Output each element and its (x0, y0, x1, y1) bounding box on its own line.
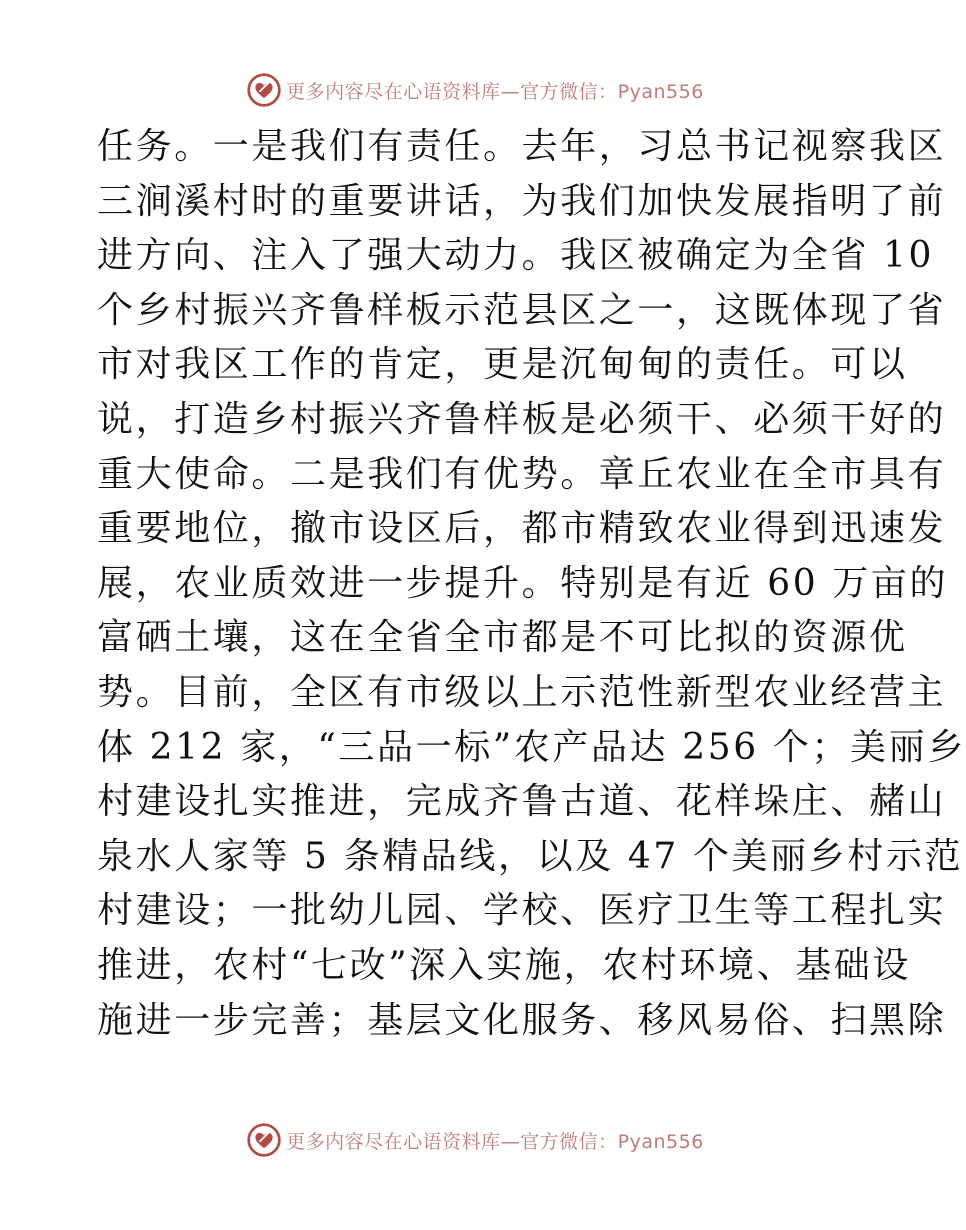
text-line: 势。目前，全区有市级以上示范性新型农业经营主 (97, 671, 947, 713)
text-line: 体 212 家，“三品一标”农产品达 256 个；美丽乡 (97, 726, 966, 768)
document-body (97, 120, 966, 1048)
text-line: 推进，农村“七改”深入实施，农村环境、基础设 (97, 944, 912, 986)
watermark-text: 更多内容尽在心语资料库—官方微信：Pyan556 (286, 80, 704, 103)
text-line: 重要地位，撤市设区后，都市精致农业得到迅速发 (97, 508, 947, 550)
text-line: 进方向、注入了强大动力。我区被确定为全省 10 (97, 235, 935, 277)
text-line: 泉水人家等 5 条精品线，以及 47 个美丽乡村示范 (97, 835, 964, 877)
text-line: 市对我区工作的肯定，更是沉甸甸的责任。可以 (97, 344, 908, 386)
heart-logo-icon (246, 72, 282, 108)
watermark-text: 更多内容尽在心语资料库—官方微信：Pyan556 (286, 1130, 704, 1153)
text-line: 施进一步完善；基层文化服务、移风易俗、扫黑除 (97, 999, 947, 1041)
text-line: 村建设扎实推进，完成齐鲁古道、花样垛庄、赭山 (97, 781, 947, 823)
heart-logo-icon (246, 1122, 282, 1158)
text-line: 三涧溪村时的重要讲话，为我们加快发展指明了前 (97, 180, 947, 222)
text-line: 村建设；一批幼儿园、学校、医疗卫生等工程扎实 (97, 890, 947, 932)
text-line: 个乡村振兴齐鲁样板示范县区之一，这既体现了省 (97, 289, 947, 331)
text-line: 任务。一是我们有责任。去年，习总书记视察我区 (97, 126, 947, 167)
text-line: 展，农业质效进一步提升。特别是有近 60 万亩的 (97, 562, 949, 604)
text-line: 说，打造乡村振兴齐鲁样板是必须干、必须干好的 (97, 398, 947, 440)
footer-watermark-banner (0, 1118, 950, 1162)
text-line: 重大使命。二是我们有优势。章丘农业在全市具有 (97, 453, 947, 495)
header-watermark-banner (0, 68, 950, 112)
text-line: 富硒土壤，这在全省全市都是不可比拟的资源优 (97, 617, 908, 659)
